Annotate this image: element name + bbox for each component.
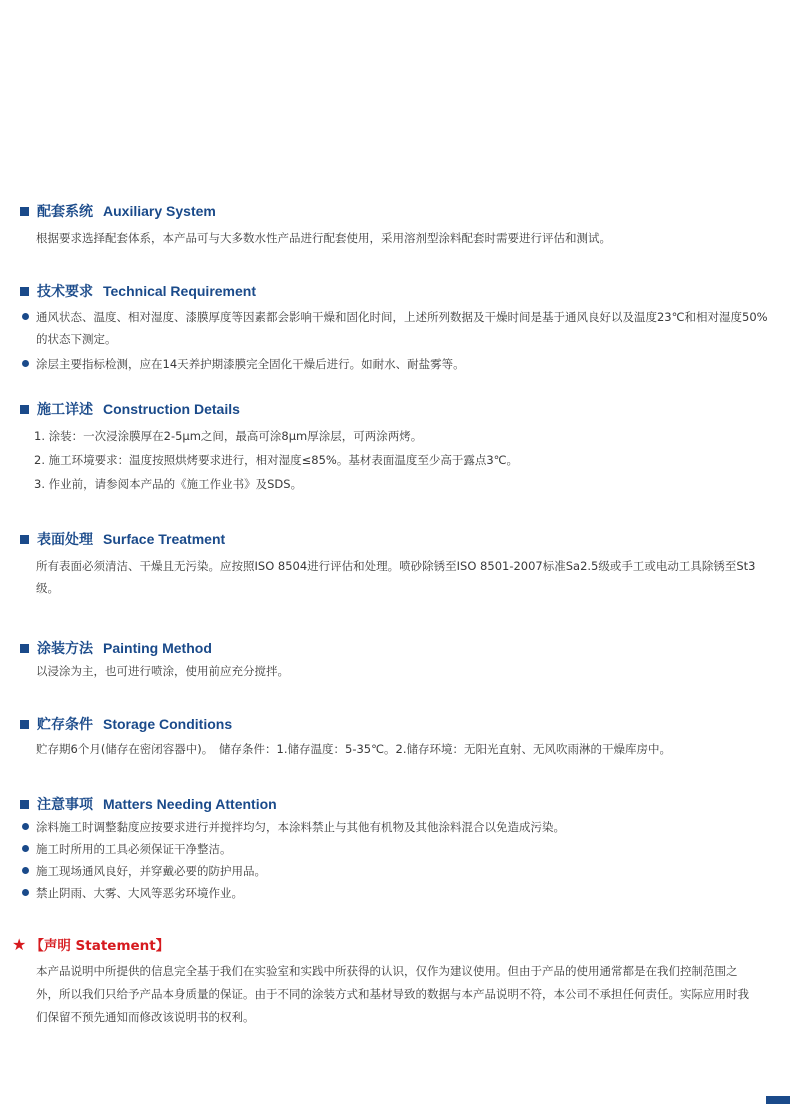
dot-bullet-icon	[22, 867, 29, 874]
square-bullet-icon	[20, 535, 29, 544]
section-text: 所有表面必须清洁、干燥且无污染。应按照ISO 8504进行评估和处理。喷砂除锈至ISO 8501-2007标准Sa2.5级或手工或电动工具除锈至St3级。	[36, 559, 756, 595]
bullet-text: 通风状态、温度、相对湿度、漆膜厚度等因素都会影响干燥和固化时间，上述所列数据及干燥时间是基于通风良好以及温度23℃和相对湿度50%的状态下测定。	[36, 310, 768, 346]
corner-decoration	[766, 1096, 790, 1104]
heading-en: Technical Requirement	[103, 283, 257, 299]
heading-cn: 贮存条件	[37, 717, 93, 733]
section-auxiliary-system	[20, 201, 770, 249]
section-heading	[20, 201, 770, 221]
bullet-item	[22, 860, 770, 882]
bullet-text: 施工现场通风良好，并穿戴必要的防护用品。	[36, 864, 266, 878]
heading-en: Matters Needing Attention	[103, 796, 277, 812]
square-bullet-icon	[20, 405, 29, 414]
heading-cn: 技术要求	[37, 284, 93, 300]
section-surface-treatment	[20, 529, 770, 599]
bullet-item	[22, 882, 770, 904]
dot-bullet-icon	[22, 360, 29, 367]
bullet-text: 禁止阴雨、大雾、大风等恶劣环境作业。	[36, 886, 243, 900]
dot-bullet-icon	[22, 889, 29, 896]
heading-en: Storage Conditions	[103, 716, 233, 732]
section-technical-requirement	[20, 281, 770, 375]
section-matters-needing-attention	[20, 794, 770, 904]
numbered-item: 1. 涂装：一次浸涂膜厚在2-5μm之间，最高可涂8μm厚涂层，可两涂两烤。	[34, 429, 423, 443]
heading-cn: 表面处理	[37, 532, 93, 548]
section-text: 以浸涂为主，也可进行喷涂，使用前应充分搅拌。	[36, 664, 289, 678]
statement-title: 【声明 Statement】	[30, 938, 170, 954]
star-icon: ★	[12, 934, 27, 954]
bullet-text: 施工时所用的工具必须保证干净整洁。	[36, 842, 232, 856]
bullet-item	[22, 306, 770, 350]
statement-heading	[12, 934, 762, 954]
heading-en: Surface Treatment	[103, 531, 226, 547]
section-painting-method	[20, 638, 770, 682]
section-text: 根据要求选择配套体系，本产品可与大多数水性产品进行配套使用，采用溶剂型涂料配套时需要进行评估和测试。	[36, 231, 611, 245]
square-bullet-icon	[20, 720, 29, 729]
square-bullet-icon	[20, 644, 29, 653]
bullet-text: 涂料施工时调整黏度应按要求进行并搅拌均匀，本涂料禁止与其他有机物及其他涂料混合以免造成污染。	[36, 820, 565, 834]
square-bullet-icon	[20, 207, 29, 216]
heading-en: Construction Details	[103, 401, 240, 417]
square-bullet-icon	[20, 800, 29, 809]
numbered-item: 2. 施工环境要求：温度按照烘烤要求进行，相对湿度≤85%。基材表面温度至少高于露点3℃。	[34, 453, 519, 467]
heading-cn: 配套系统	[37, 204, 93, 220]
section-heading	[20, 281, 770, 301]
section-construction-details	[20, 399, 770, 495]
bullet-item	[22, 816, 770, 838]
bullet-item	[22, 838, 770, 860]
dot-bullet-icon	[22, 845, 29, 852]
numbered-item: 3. 作业前，请参阅本产品的《施工作业书》及SDS。	[34, 477, 303, 491]
section-heading	[20, 794, 770, 814]
dot-bullet-icon	[22, 823, 29, 830]
bullet-text: 涂层主要指标检测，应在14天养护期漆膜完全固化干燥后进行。如耐水、耐盐雾等。	[36, 357, 465, 371]
dot-bullet-icon	[22, 313, 29, 320]
heading-cn: 施工详述	[37, 402, 93, 418]
heading-en: Auxiliary System	[103, 203, 216, 219]
section-statement	[12, 934, 762, 1029]
section-text: 贮存期6个月(储存在密闭容器中)。 储存条件：1.储存温度：5-35℃。2.储存环境：无阳光直射、无风吹雨淋的干燥库房中。	[36, 742, 671, 756]
section-heading	[20, 714, 770, 734]
heading-cn: 涂装方法	[37, 641, 93, 657]
section-heading	[20, 638, 770, 658]
section-heading	[20, 399, 770, 419]
statement-text: 本产品说明中所提供的信息完全基于我们在实验室和实践中所获得的认识，仅作为建议使用。但由于产品的使用通常都是在我们控制范围之外，所以我们只给予产品本身质量的保证。由于不同的涂装方式和基材导致的数据与本产品说明不符，本公司不承担任何责任。实际应用时我们保留不预先通知而修改该说明书的权利。	[36, 964, 749, 1024]
square-bullet-icon	[20, 287, 29, 296]
bullet-item	[22, 353, 770, 375]
heading-cn: 注意事项	[37, 797, 93, 813]
section-storage-conditions	[20, 714, 770, 760]
section-heading	[20, 529, 770, 549]
heading-en: Painting Method	[103, 640, 212, 656]
